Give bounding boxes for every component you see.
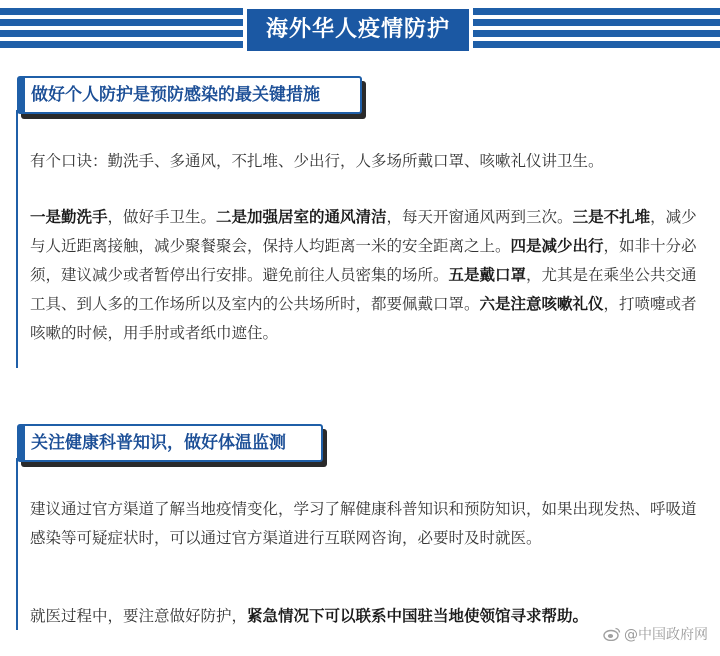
medical-text: 就医过程中，要注意做好防护， [30, 607, 248, 625]
watermark [603, 624, 708, 644]
measure-title: 三是不扎堆 [572, 208, 651, 226]
measure-title: 一是勤洗手 [30, 208, 108, 226]
measure-text: ，做好手卫生。 [107, 208, 217, 226]
advice-paragraph: 建议通过官方渠道了解当地疫情变化，学习了解健康科普知识和预防知识，如果出现发热、呼吸道感染等可疑症状时，可以通过官方渠道进行互联网咨询，必要时及时就医。 [30, 500, 697, 547]
watermark-text: @中国政府网 [624, 627, 708, 643]
measure-text: ，减少与人近距离接触，减少聚餐聚会，保持人均距离一米的安全距离之上。 [30, 208, 697, 255]
measure-title: 四是减少出行 [510, 237, 604, 255]
section-heading-health-knowledge [17, 424, 323, 462]
measure-text: ，打喷嚏或者咳嗽的时候，用手肘或者纸巾遮住。 [30, 295, 697, 342]
header-banner [0, 0, 720, 56]
emergency-text: 紧急情况下可以联系中国驻当地使领馆寻求帮助。 [247, 607, 589, 625]
section-divider-line [16, 458, 18, 630]
section-heading-personal-protection [17, 76, 362, 114]
section-heading-text: 关注健康科普知识，做好体温监测 [31, 433, 286, 453]
page-title: 海外华人疫情防护 [247, 9, 469, 51]
measure-text: ，如非十分必须，建议减少或者暂停出行安排。避免前往人员密集的场所。 [30, 237, 697, 284]
measure-title: 二是加强居室的通风清洁 [216, 208, 387, 226]
section-divider-line [16, 110, 18, 368]
measures-paragraph [30, 203, 705, 348]
measure-title: 五是戴口罩 [448, 266, 527, 284]
measure-text: ，每天开窗通风两到三次。 [386, 208, 573, 226]
intro-paragraph: 有个口诀：勤洗手、多通风，不扎堆、少出行，人多场所戴口罩、咳嗽礼仪讲卫生。 [30, 152, 604, 170]
measure-text: ，尤其是在乘坐公共交通工具、到人多的工作场所以及室内的公共场所时，都要佩戴口罩。 [30, 266, 697, 313]
measure-title: 六是注意咳嗽礼仪 [479, 295, 604, 313]
section-heading-text: 做好个人防护是预防感染的最关键措施 [31, 85, 320, 105]
weibo-icon [603, 627, 621, 641]
